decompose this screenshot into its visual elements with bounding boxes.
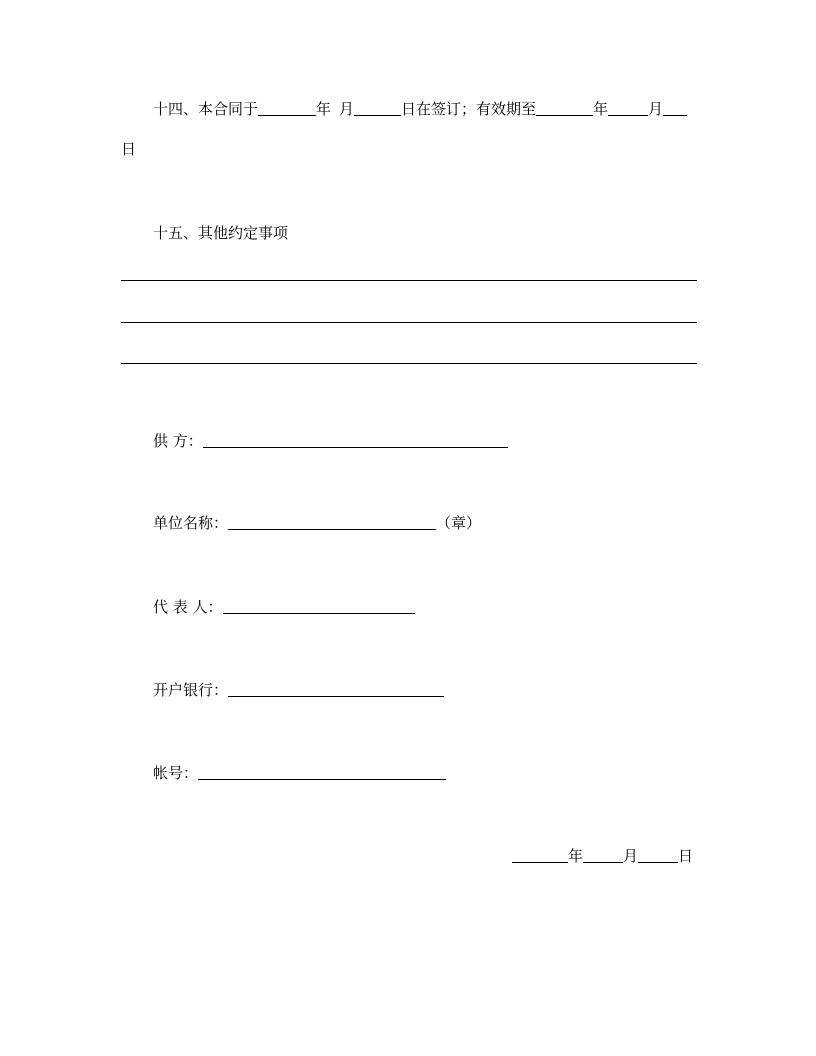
clause-15-heading: 十五、其他约定事项 [153, 224, 289, 242]
date-month-blank[interactable] [583, 847, 623, 863]
seal-label: （章） [436, 514, 482, 532]
unit-name-row [153, 512, 481, 532]
clause-14-y2: 年 [593, 100, 609, 118]
account-blank[interactable] [198, 764, 446, 780]
date-row [512, 845, 693, 865]
expiry-day-blank[interactable] [663, 100, 687, 116]
account-label: 帐号： [153, 764, 199, 782]
sign-year-blank[interactable] [258, 100, 316, 116]
bank-label: 开户银行： [153, 681, 229, 699]
supplier-blank[interactable] [203, 432, 508, 448]
bank-row [153, 679, 444, 699]
sign-day-blank[interactable] [354, 100, 401, 116]
representative-label: 代 表 人： [153, 598, 223, 616]
other-terms-line-2[interactable] [121, 322, 697, 323]
clause-14-month-label: 年 [316, 100, 332, 118]
supplier-row [153, 430, 508, 450]
date-day-label: 日 [678, 847, 694, 865]
representative-blank[interactable] [223, 598, 415, 614]
clause-14-day-wrap [121, 139, 136, 159]
clause-14-prefix: 十四、本合同于 [153, 100, 259, 118]
clause-14-line [153, 98, 331, 118]
unit-name-label: 单位名称： [153, 514, 229, 532]
clause-14-d1: 日在签订；有效期至 [401, 100, 537, 118]
clause-14-line-mid [339, 98, 687, 118]
representative-row [153, 596, 415, 616]
clause-14-m2: 月 [648, 100, 664, 118]
supplier-label: 供 方： [153, 432, 203, 450]
bank-blank[interactable] [228, 681, 444, 697]
date-day-blank[interactable] [638, 847, 678, 863]
expiry-year-blank[interactable] [536, 100, 593, 116]
expiry-month-blank[interactable] [608, 100, 648, 116]
date-year-label: 年 [568, 847, 584, 865]
clause-14-m1: 月 [339, 100, 355, 118]
account-row [153, 762, 446, 782]
other-terms-line-1[interactable] [121, 280, 697, 281]
date-year-blank[interactable] [512, 847, 568, 863]
other-terms-line-3[interactable] [121, 363, 697, 364]
date-month-label: 月 [623, 847, 639, 865]
clause-14-d2: 日 [121, 140, 137, 158]
unit-name-blank[interactable] [228, 514, 436, 530]
